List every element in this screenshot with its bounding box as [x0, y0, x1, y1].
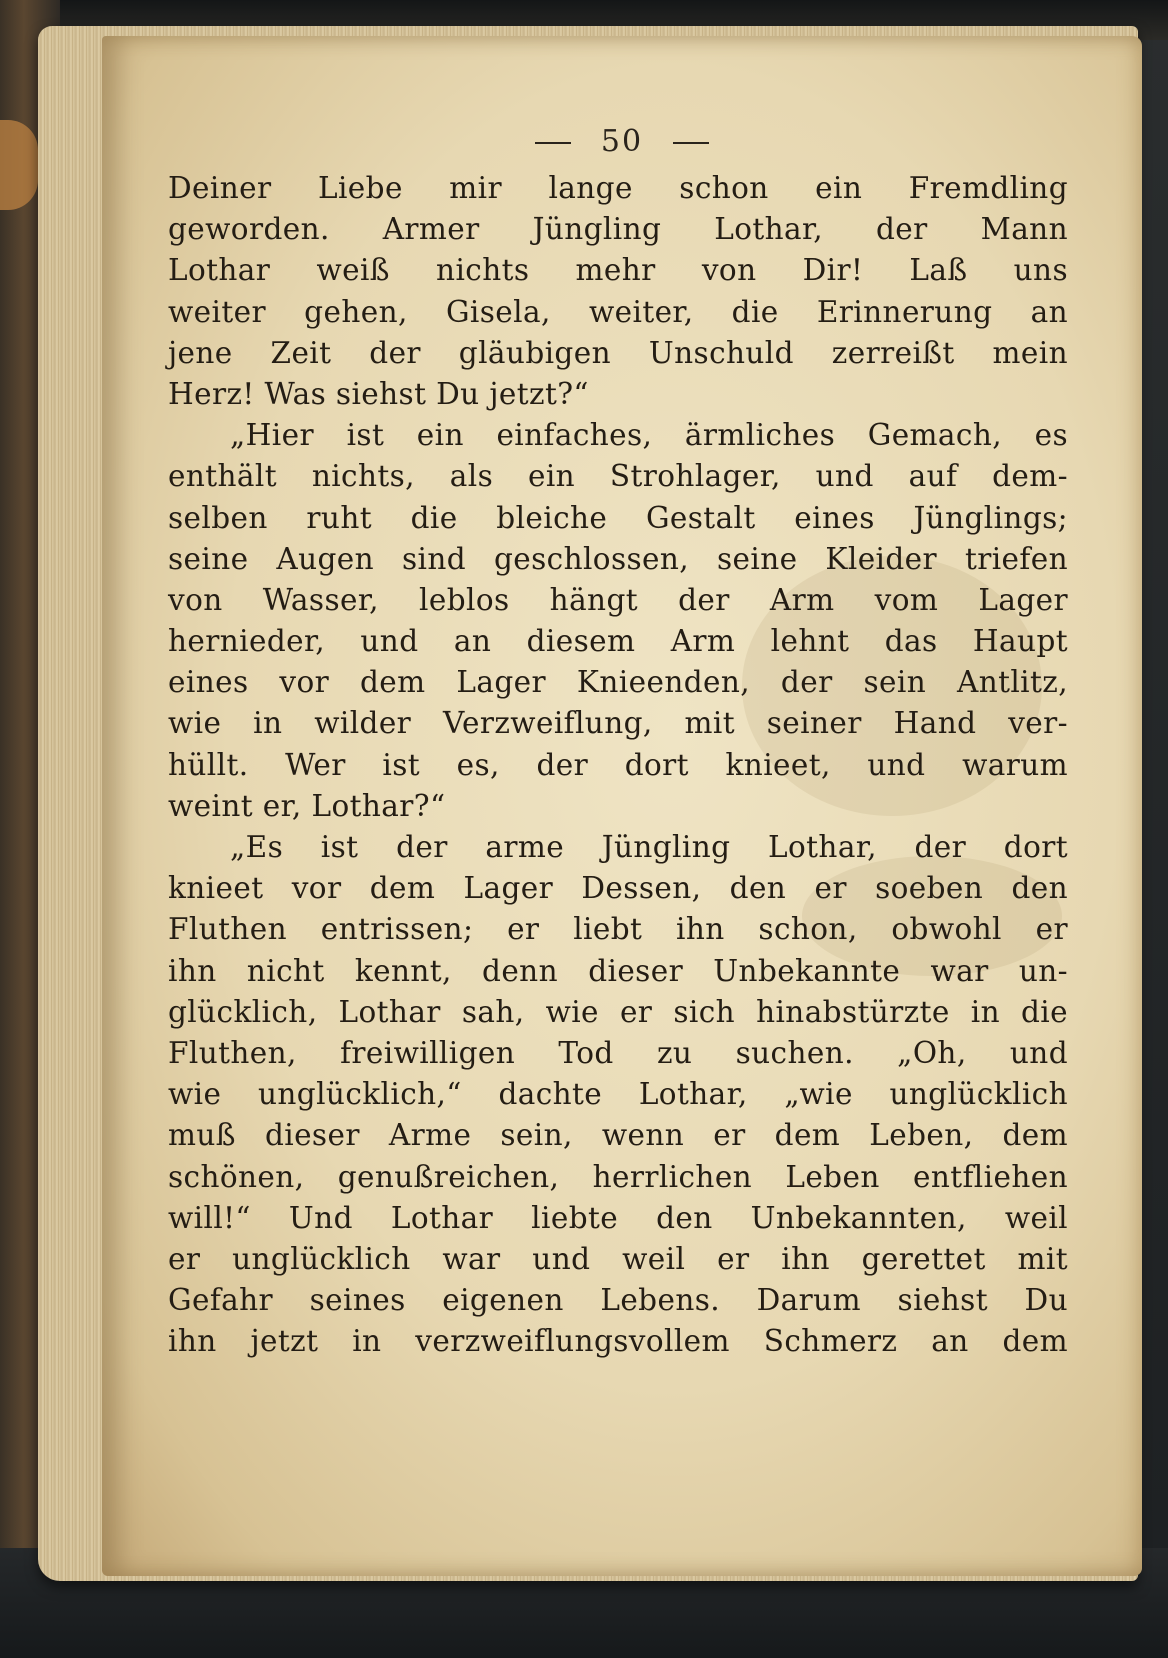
text-line: Lothar weiß nichts mehr von Dir! Laß uns	[168, 253, 1068, 288]
text-line: Deiner Liebe mir lange schon ein Fremdling	[168, 171, 1068, 205]
text-line: seine Augen sind geschlossen, seine Kleider triefen	[168, 541, 1068, 576]
leather-wear-spot	[0, 120, 38, 210]
text-line: von Wasser, leblos hängt der Arm vom Lager	[168, 582, 1068, 617]
text-line: ihn nicht kennt, denn dieser Unbekannte war un-	[168, 953, 1068, 988]
text-line: knieet vor dem Lager Dessen, den er soeben den	[168, 871, 1068, 906]
text-line: er unglücklich war und weil er ihn gerettet mit	[168, 1241, 1068, 1276]
text-line: hernieder, und an diesem Arm lehnt das Haupt	[168, 624, 1068, 659]
text-line: jene Zeit der gläubigen Unschuld zerreißt mein	[168, 335, 1068, 370]
text-line: Fluthen, freiwilligen Tod zu suchen. „Oh, und	[168, 1035, 1068, 1070]
text-line: Fluthen entrissen; er liebt ihn schon, obwohl er	[168, 912, 1068, 947]
body-text	[168, 168, 1068, 1362]
text-line: selben ruht die bleiche Gestalt eines Jünglings;	[168, 500, 1068, 535]
text-line: schönen, genußreichen, herrlichen Leben entfliehen	[168, 1159, 1068, 1194]
text-line: eines vor dem Lager Knieenden, der sein Antlitz,	[168, 665, 1068, 700]
text-line: muß dieser Arme sein, wenn er dem Leben, dem	[168, 1118, 1068, 1153]
text-line: geworden. Armer Jüngling Lothar, der Mann	[168, 212, 1068, 247]
text-line: weiter gehen, Gisela, weiter, die Erinnerung an	[168, 294, 1068, 329]
text-line: hüllt. Wer ist es, der dort knieet, und warum	[168, 747, 1068, 782]
text-line: wie in wilder Verzweiflung, mit seiner Hand ver-	[168, 706, 1068, 741]
text-line: Gefahr seines eigenen Lebens. Darum siehst Du	[168, 1283, 1068, 1318]
text-line: ihn jetzt in verzweiflungsvollem Schmerz an dem	[168, 1324, 1068, 1359]
text-line: „Hier ist ein einfaches, ärmliches Gemach, es	[230, 418, 1068, 453]
text-line: wie unglücklich,“ dachte Lothar, „wie unglücklich	[168, 1077, 1068, 1112]
text-line: enthält nichts, als ein Strohlager, und auf dem-	[168, 459, 1068, 494]
page-number-header	[102, 124, 1142, 159]
text-line: Herz! Was siehst Du jetzt?“	[168, 376, 589, 411]
text-line: will!“ Und Lothar liebte den Unbekannten, weil	[168, 1200, 1068, 1235]
text-line: glücklich, Lothar sah, wie er sich hinabstürzte in die	[168, 994, 1068, 1029]
text-line: weint er, Lothar?“	[168, 788, 446, 823]
dash-right	[673, 142, 709, 144]
page-number: 50	[600, 124, 644, 159]
text-line: „Es ist der arme Jüngling Lothar, der dort	[230, 830, 1068, 864]
dash-left	[535, 142, 571, 144]
